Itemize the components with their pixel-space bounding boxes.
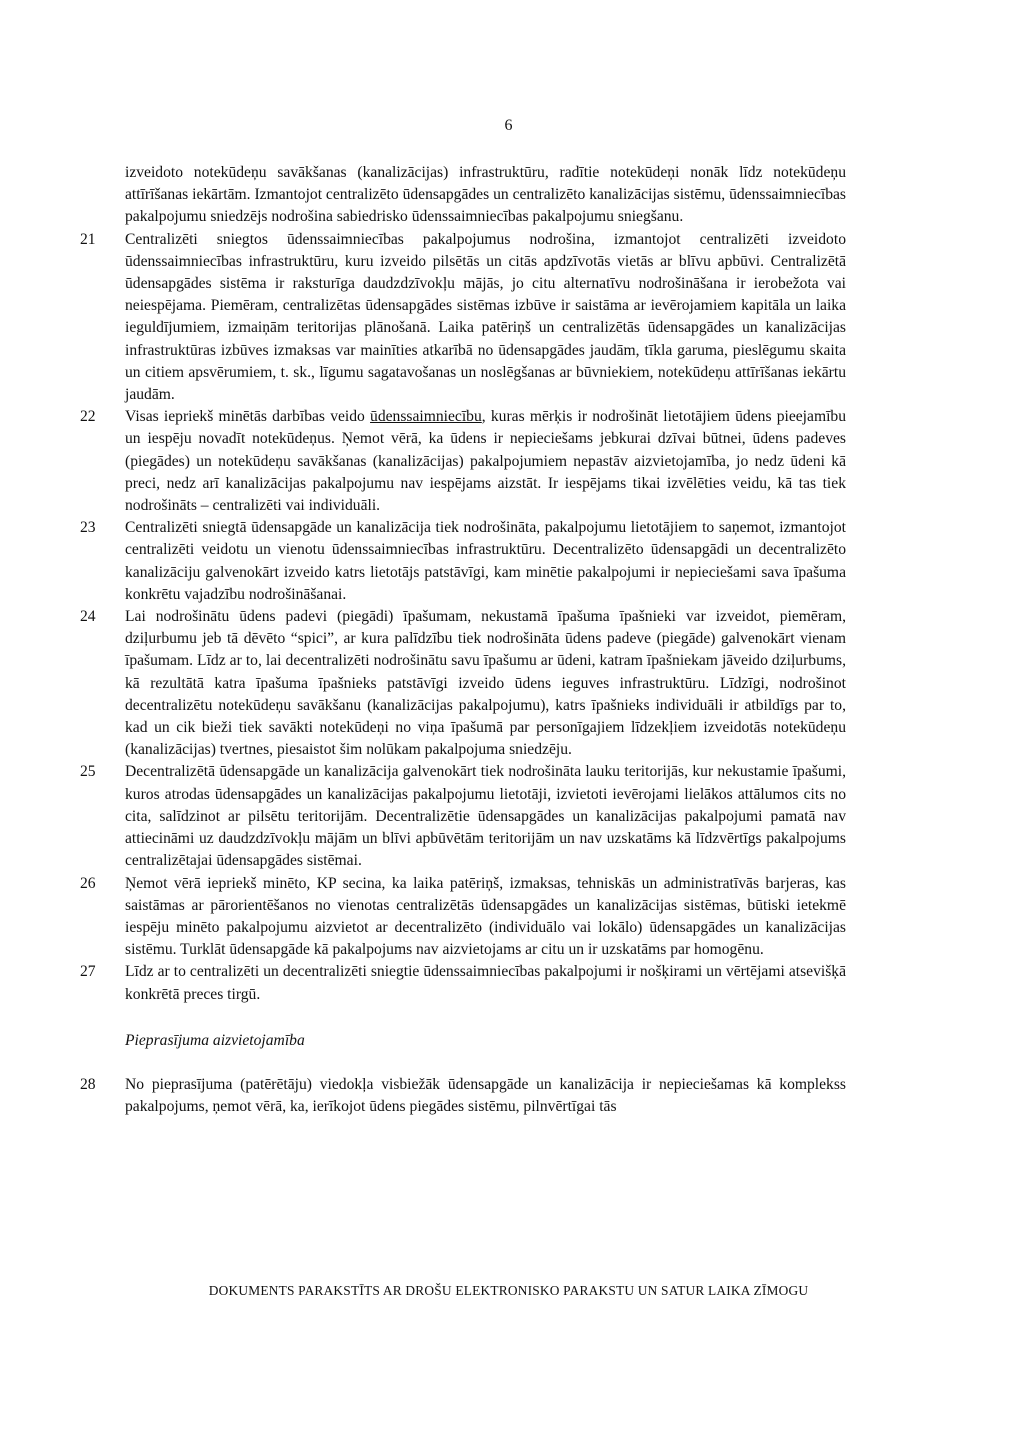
paragraph-23	[80, 517, 846, 606]
paragraph-25	[80, 761, 846, 872]
paragraph-number: 28	[80, 1075, 96, 1093]
paragraph-number: 27	[80, 963, 96, 981]
paragraph-text: No pieprasījuma (patērētāju) viedokļa visbiežāk ūdensapgāde un kanalizācija ir nepieciešamas kā komplekss pakalpojums, ņemot vērā, ka, ierīkojot ūdens piegādes sistēmu, pilnvērtīgai tās	[125, 1075, 846, 1116]
paragraph-text: Centralizēti sniegtos ūdenssaimniecības pakalpojumus nodrošina, izmantojot centralizēti izveidoto ūdenssaimniecības infrastruktūru, kuru izveido pilsētās un citās apdzīvotās vietās ar blīvu apbūvi. Centralizētā ūdensapgādes sistēma ir raksturīga daudzdzīvokļu mājās, jo citu alternatīvu nodrošināšana ir ierobežota vai neiespējama. Piemēram, centralizētas ūdensapgādes sistēmas izbūve ir saistāma ar ievērojamiem kapitāla un laika ieguldījumiem, izmaiņām teritorijas plānošanā. Laika patēriņš un centralizētās ūdensapgādes un kanalizācijas infrastruktūras izbūves izmaksas var mainīties atkarībā no ūdensapgādes jaudām, tīkla garuma, pieslēgumu skaita un citiem apsvērumiem, t. sk., līgumu sagatavošanas un noslēgšanas ar būvniekiem, notekūdeņu attīrīšanas iekārtu jaudām.	[125, 230, 846, 404]
paragraph-28	[80, 1074, 846, 1118]
paragraph-text: Līdz ar to centralizēti un decentralizēti sniegtie ūdenssaimniecības pakalpojumi ir nošķirami un vērtējami atsevišķā konkrētā preces tirgū.	[125, 963, 846, 1003]
paragraph-number: 23	[80, 519, 96, 537]
paragraph-text: Centralizēti sniegtā ūdensapgāde un kanalizācija tiek nodrošināta, pakalpojumu lietotājiem to saņemot, izmantojot centralizēti veidotu un vienotu ūdenssaimniecības infrastruktūru. Decentralizēto ūdensapgādi un decentralizēto kanalizāciju galvenokārt izveido katrs lietotājs patstāvīgi, kam minētie pakalpojumi ir nepieciešami sava īpašuma konkrētu vajadzību nodrošināšanai.	[125, 519, 846, 603]
paragraph-text: Lai nodrošinātu ūdens padevi (piegādi) īpašumam, nekustamā īpašuma īpašnieki var izveidot, piemēram, dziļurbumu jeb tā dēvēto “spici”, ar kura palīdzību tiek nodrošināta ūdens padeve (piegāde) galvenokārt vienam īpašumam. Līdz ar to, lai decentralizēti nodrošinātu savu īpašumu ar ūdeni, katram īpašniekam jāveido dziļurbums, kā rezultātā katra īpašuma īpašnieks patstāvīgi izveido ūdens ieguves infrastruktūru. Līdzīgi, nodrošinot decentralizētu notekūdeņu savākšanu (kanalizācijas pakalpojumu), katrs īpašnieks individuāli ir atbildīgs par to, kad un cik bieži tiek savākti notekūdeņi no viņa īpašumā par personīgajiem līdzekļiem izveidotās notekūdeņu (kanalizācijas) tvertnes, piesaistot šim nolūkam pakalpojuma sniedzēju.	[125, 608, 846, 759]
paragraph-27	[80, 961, 846, 1005]
signature-footer: DOKUMENTS PARAKSTĪTS AR DROŠU ELEKTRONISKO PARAKSTU UN SATUR LAIKA ZĪMOGU	[208, 1283, 809, 1298]
paragraph-26	[80, 873, 846, 962]
paragraph-continuation	[80, 162, 846, 229]
page-number: 6	[504, 117, 513, 134]
paragraph-21	[80, 229, 846, 407]
document-body	[80, 162, 846, 1118]
paragraph-number: 22	[80, 408, 96, 426]
section-heading: Pieprasījuma aizvietojamība	[125, 1031, 305, 1049]
paragraph-number: 25	[80, 763, 96, 781]
paragraph-text: Decentralizētā ūdensapgāde un kanalizācija galvenokārt tiek nodrošināta lauku teritorijās, kur nekustamie īpašumi, kuros atrodas ūdensapgādes un kanalizācijas pakalpojumu lietotāji, izvietoti ievērojami lielākos attālumos cits no cita, salīdzinot ar pilsētu teritorijām. Decentralizētie ūdensapgādes un kanalizācijas pakalpojumi pamatā nav attiecināmi uz daudzdzīvokļu mājām un blīvi apbūvētām teritorijām un nav uzskatāms kā līdzvērtīgs pakalpojums centralizētajai ūdensapgādes sistēmai.	[125, 763, 846, 870]
paragraph-number: 21	[80, 230, 96, 248]
paragraph-text: izveidoto notekūdeņu savākšanas (kanalizācijas) infrastruktūru, radītie notekūdeņi nonāk līdz notekūdeņu attīrīšanas iekārtām. Izmantojot centralizēto ūdensapgādes un centralizēto kanalizācijas sistēmu, ūdenssaimniecības pakalpojumu sniedzējs nodrošina sabiedrisko ūdenssaimniecības pakalpojumu sniegšanu.	[125, 164, 846, 226]
underlined-term: ūdenssaimniecību	[370, 408, 482, 426]
paragraph-22	[80, 406, 846, 517]
text-segment: Visas iepriekš minētās darbības veido	[125, 408, 371, 426]
paragraph-24	[80, 606, 846, 761]
paragraph-text: Ņemot vērā iepriekš minēto, KP secina, ka laika patēriņš, izmaksas, tehniskās un administratīvās barjeras, kas saistāmas ar pārorientēšanos no vienotas centralizētās ūdensapgādes un kanalizācijas sistēmas, būtiski ietekmē iespēju minēto pakalpojumu aizvietot ar decentralizēto (individuālo vai lokālo) ūdensapgādes un kanalizācijas sistēmu. Turklāt ūdensapgāde kā pakalpojums nav aizvietojams ar citu un ir uzskatāms par homogēnu.	[125, 874, 846, 959]
text-segment: , kuras mērķis ir nodrošināt lietotājiem ūdens pieejamību un iespēju novadīt notekūdeņus. Ņemot vērā, ka ūdens ir nepieciešams jebkurai dzīvai būtnei, ūdens padeves (piegādes) un notekūdeņu savākšanas (kanalizācijas) pakalpojumiem nepastāv aizvietojamība, jo nedz ūdeni kā preci, nedz arī kanalizācijas pakalpojumu nav iespējams aizstāt. Ir iespējams tikai izvēlēties veidu, kā tas tiek nodrošināts – centralizēti vai individuāli.	[125, 408, 846, 515]
paragraph-text	[125, 406, 846, 517]
paragraph-number: 24	[80, 608, 96, 626]
paragraph-number: 26	[80, 874, 96, 892]
